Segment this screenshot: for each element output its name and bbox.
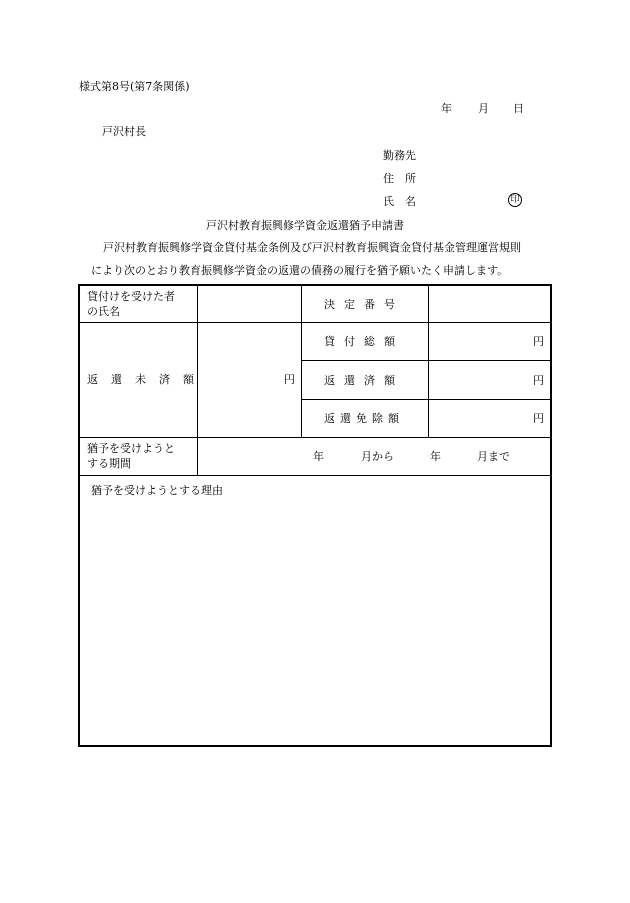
decision-number-field[interactable] [429,286,550,323]
unpaid-amount-field[interactable] [198,323,302,438]
reason-field[interactable] [80,476,550,745]
repaid-yen: 円 [533,374,544,387]
date-month-label: 月 [478,102,489,115]
period-label-line2: する期間 [87,457,131,470]
name-label: 氏 名 [383,195,416,208]
period-label-cell [80,438,198,476]
total-loan-yen: 円 [533,335,544,348]
seal-icon: 印 [508,193,522,207]
period-from-year: 年 [313,450,324,463]
period-label-line1: 猶予を受けようと [87,442,175,455]
period-field[interactable] [198,438,550,476]
period-from-month: 月から [361,450,394,463]
exempted-yen: 円 [533,412,544,425]
borrower-name-label-cell [80,286,198,323]
exempted-label-cell [302,400,429,438]
period-to-month: 月まで [477,450,510,463]
document-title: 戸沢村教育振興修学資金返還猶予申請書 [206,219,404,232]
application-table [78,284,552,747]
unpaid-yen: 円 [284,373,295,386]
body-line-1: 戸沢村教育振興修学資金貸付基金条例及び戸沢村教育振興資金貸付基金管理運営規則 [103,241,521,254]
unpaid-label: 返還未済額 [87,373,207,386]
borrower-name-label-line2: の氏名 [87,305,120,318]
borrower-name-field[interactable] [198,286,302,323]
total-loan-field[interactable] [429,323,550,361]
workplace-label: 勤務先 [383,149,416,162]
exempted-field[interactable] [429,400,550,438]
repaid-field[interactable] [429,361,550,400]
addressee: 戸沢村長 [102,125,146,138]
borrower-name-label-line1: 貸付けを受けた者 [87,290,175,303]
form-number: 様式第8号(第7条関係) [79,80,190,93]
date-day-label: 日 [513,102,524,115]
body-line-2: により次のとおり教育振興修学資金の返還の債務の履行を猶予願いたく申請します。 [91,264,509,277]
repaid-label: 返還済額 [324,374,404,387]
exempted-label: 返還免除額 [324,412,404,425]
address-label: 住 所 [383,172,416,185]
reason-label: 猶予を受けようとする理由 [91,484,223,497]
total-loan-label-cell [302,323,429,361]
date-year-label: 年 [441,102,452,115]
total-loan-label: 貸付総額 [324,335,404,348]
period-to-year: 年 [430,450,441,463]
repaid-label-cell [302,361,429,400]
decision-number-label-cell [302,286,429,323]
unpaid-label-cell [80,323,207,438]
decision-number-label: 決定番号 [324,298,404,311]
